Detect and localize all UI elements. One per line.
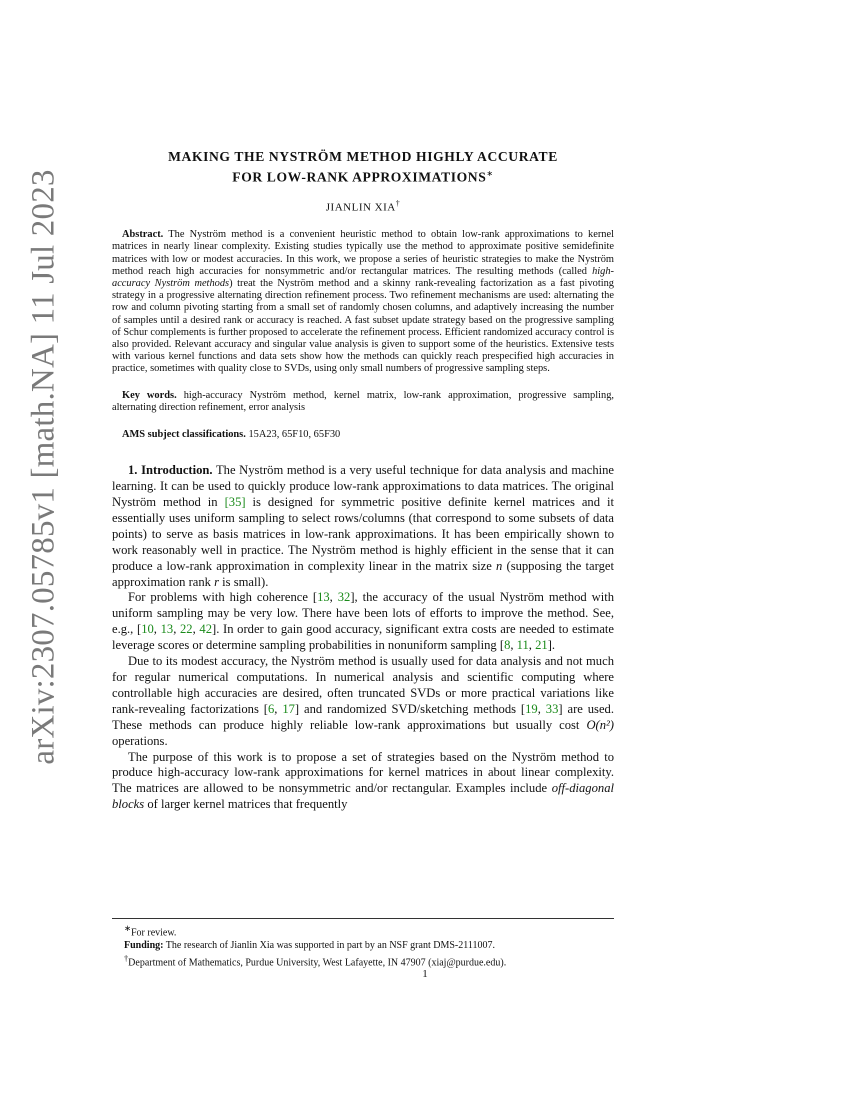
intro-text: is small). bbox=[219, 574, 269, 589]
citation-42[interactable]: 42 bbox=[199, 622, 212, 637]
footnote-mark: ∗ bbox=[124, 924, 131, 933]
author-name: JIANLIN XIA bbox=[325, 201, 396, 214]
intro-text: ], the accuracy of the usual Nyström method with uniform sampling may be very low. There have been lots of efforts to improve the method. See, e.g., [ bbox=[112, 590, 615, 637]
citation-32[interactable]: 32 bbox=[337, 590, 351, 605]
keywords bbox=[112, 390, 614, 414]
intro-text: ] are used. These methods can produce highly reliable low-rank approximations but usually cost bbox=[112, 701, 614, 732]
footnote-affiliation bbox=[112, 953, 614, 970]
citation-11[interactable]: 11 bbox=[516, 638, 529, 653]
intro-paragraph-1 bbox=[112, 463, 614, 590]
funding-label: Funding: bbox=[124, 939, 164, 951]
abstract-emphasis: high-accuracy Nyström methods bbox=[112, 265, 614, 289]
separator: , bbox=[192, 622, 200, 637]
title-line-1: MAKING THE NYSTRÖM METHOD HIGHLY ACCURATE bbox=[168, 149, 558, 164]
separator: , bbox=[537, 701, 546, 716]
intro-text: ]. In order to gain good accuracy, significant extra costs are needed to estimate leverage scores or determine sampling probabilities in nonuniform sampling [ bbox=[112, 622, 615, 653]
citation-22[interactable]: 22 bbox=[180, 622, 193, 637]
intro-text: ] and randomized SVD/sketching methods [ bbox=[294, 701, 526, 716]
abstract bbox=[112, 229, 614, 375]
intro-emphasis: off-diagonal blocks bbox=[112, 781, 614, 812]
intro-paragraph-3 bbox=[112, 654, 614, 749]
separator: , bbox=[173, 622, 180, 637]
footnotes bbox=[112, 918, 614, 969]
intro-paragraph-2 bbox=[112, 590, 614, 654]
intro-text: The purpose of this work is to propose a set of strategies based on the Nyström method to produce high-accuracy low-rank approximations for kernel matrices in about linear complexity. The matrices are allowed to be nonsymmetric and/or rectangular. Examples include bbox=[112, 749, 614, 796]
footnote-mark: † bbox=[124, 953, 129, 963]
title-footnote-mark: ∗ bbox=[486, 169, 494, 178]
page-number: 1 bbox=[422, 968, 428, 980]
citation-33[interactable]: 33 bbox=[545, 701, 559, 716]
math-big-o: O(n²) bbox=[586, 717, 614, 732]
citation-19[interactable]: 19 bbox=[525, 701, 538, 716]
ams-classifications bbox=[112, 429, 614, 441]
abstract-text-1: The Nyström method is a convenient heuristic method to obtain low-rank approximations to kernel matrices in nearly linear complexity. Existing studies typically use the method to approximate positive semidefinite matrices with low or modest accuracies. In this work, we propose a series of heuristic strategies to make the Nyström method reach high accuracies for nonsymmetric and/or rectangular matrices. The resulting methods (called bbox=[112, 229, 614, 277]
citation-10[interactable]: 10 bbox=[141, 622, 154, 637]
section-heading: 1. Introduction. bbox=[128, 463, 213, 478]
citation-13[interactable]: 13 bbox=[317, 590, 330, 605]
author-footnote-mark: † bbox=[395, 198, 401, 208]
keywords-label: Key words. bbox=[122, 389, 177, 401]
intro-text: The Nyström method is a very useful technique for data analysis and machine learning. It can be used to quickly produce low-rank approximations to data matrices. The original Nyström method in bbox=[112, 463, 615, 510]
intro-text: Due to its modest accuracy, the Nyström method is usually used for data analysis and not much for regular numerical computations. In numerical analysis and scientific computing where controllable high accuracies are desired, often truncated SVDs or more practical variations like rank-revealing factorizations [ bbox=[112, 654, 614, 716]
citation-6[interactable]: 6 bbox=[267, 701, 275, 716]
title-line-2: FOR LOW-RANK APPROXIMATIONS bbox=[232, 169, 487, 185]
intro-text: For problems with high coherence [ bbox=[128, 590, 318, 605]
paper-title bbox=[112, 148, 614, 186]
separator: , bbox=[329, 590, 338, 605]
separator: , bbox=[510, 638, 517, 653]
author bbox=[112, 199, 614, 214]
separator: , bbox=[153, 622, 161, 637]
intro-text: (supposing the target approximation rank bbox=[112, 558, 614, 589]
separator: , bbox=[274, 701, 283, 716]
footnote-funding bbox=[112, 940, 614, 953]
citation-21[interactable]: 21 bbox=[535, 638, 548, 653]
intro-text: operations. bbox=[112, 733, 168, 748]
intro-text: of larger kernel matrices that frequently bbox=[144, 797, 348, 812]
citation-17[interactable]: 17 bbox=[282, 701, 295, 716]
affiliation-text: Department of Mathematics, Purdue University, West Lafayette, IN 47907 (xiaj@purdue.edu). bbox=[128, 956, 507, 968]
footnote-review bbox=[112, 923, 614, 940]
math-n: n bbox=[496, 558, 503, 573]
intro-text: ]. bbox=[547, 638, 556, 653]
abstract-label: Abstract. bbox=[122, 229, 164, 241]
arxiv-identifier: arXiv:2307.05785v1 [math.NA] 11 Jul 2023 bbox=[25, 169, 62, 765]
abstract-text-2: ) treat the Nyström method and a skinny rank-revealing factorization as a fast pivoting strategy in a progressive alternating direction refinement process. Two refinement mechanisms are used: alternating the row and column pivoting starting from a small set of randomly chosen columns, and adaptively increasing the number of samples until a desired rank or accuracy is reached. A fast subset update strategy based on the progressive sampling of Schur complements is further proposed to accelerate the refinement process. Efficient randomized accuracy control is also provided. Relevant accuracy and singular value analysis is given to support some of the heuristics. Extensive tests with various kernel functions and data sets show how the methods can quickly reach prespecified high accuracies in practice, sometimes with quality close to SVDs, using only small numbers of progressive sampling steps. bbox=[112, 278, 614, 375]
citation-8[interactable]: 8 bbox=[504, 638, 511, 653]
separator: , bbox=[528, 638, 536, 653]
keywords-text: high-accuracy Nyström method, kernel matrix, low-rank approximation, progressive sampling, alternating direction refinement, error analysis bbox=[112, 389, 614, 413]
intro-text: is designed for symmetric positive definite kernel matrices and it essentially uses uniform sampling to select rows/columns (that correspond to some subsets of data points) to serve as basis matrices in low-rank approximations. It has been empirically shown to work reasonably well in practice. The Nyström method is highly efficient in the sense that it can produce a low-rank approximation in complexity linear in the matrix size bbox=[112, 495, 614, 573]
citation-13[interactable]: 13 bbox=[160, 622, 174, 637]
ams-label: AMS subject classifications. bbox=[122, 429, 246, 441]
math-r: r bbox=[214, 574, 220, 589]
paper-page bbox=[112, 148, 614, 813]
arxiv-sidebar bbox=[24, 169, 64, 765]
ams-text: 15A23, 65F10, 65F30 bbox=[248, 429, 341, 441]
funding-text: The research of Jianlin Xia was supported in part by an NSF grant DMS-2111007. bbox=[165, 939, 495, 951]
footnote-text: For review. bbox=[130, 927, 177, 939]
intro-paragraph-4 bbox=[112, 750, 614, 814]
citation-35[interactable]: [35] bbox=[224, 495, 246, 510]
